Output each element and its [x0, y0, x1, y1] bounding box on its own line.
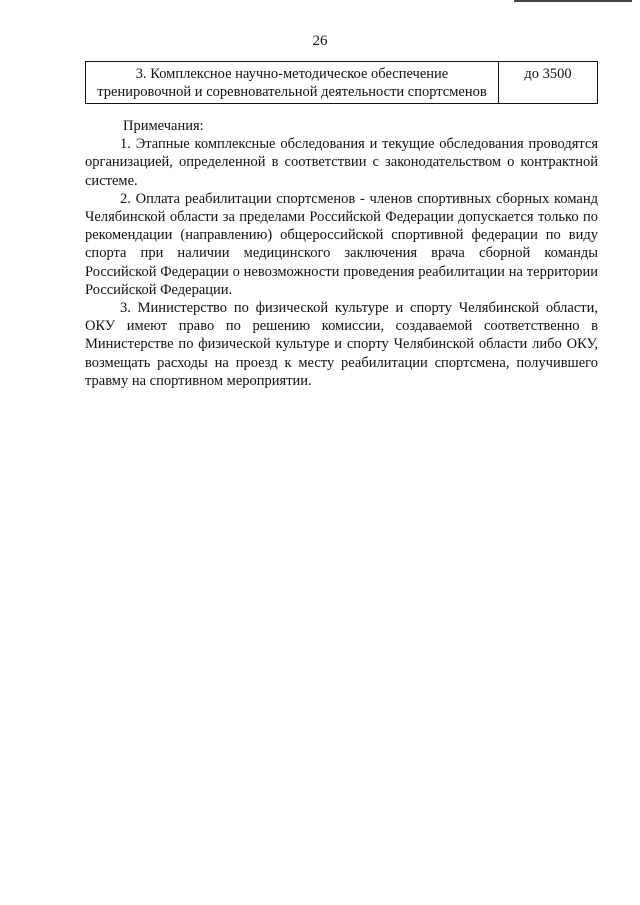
- table-cell-amount: до 3500: [499, 62, 598, 104]
- page-number: 26: [312, 33, 328, 49]
- note-item-3: 3. Министерство по физической культуре и спорту Челябинской области, ОКУ имеют право по решению комиссии, создаваемой соответственно в Министерстве по физической культуре и спорту Челябинской области либо ОКУ, возмещать расходы на проезд к месту реабилитации спортсмена, получившего травму на спортивном мероприятии.: [85, 300, 598, 389]
- notes-section: [85, 117, 598, 390]
- notes-title: Примечания:: [123, 118, 204, 134]
- note-item-1: 1. Этапные комплексные обследования и текущие обследования проводятся организацией, определенной в соответствии с законодательством о контрактной системе.: [85, 136, 598, 189]
- table-cell-description: 3. Комплексное научно-методическое обеспечение тренировочной и соревновательной деятельности спортсменов: [86, 62, 499, 104]
- expense-table: [85, 61, 598, 104]
- note-item-2: 2. Оплата реабилитации спортсменов - членов спортивных сборных команд Челябинской области за пределами Российской Федерации допускается только по рекомендации (направлению) общероссийской спортивной федерации по виду спорта при наличии медицинского заключения врача сборной команды Российской Федерации о невозможности проведения реабилитации на территории Российской Федерации.: [85, 190, 598, 298]
- table-row: [86, 62, 598, 104]
- scan-edge-mark: [514, 0, 632, 2]
